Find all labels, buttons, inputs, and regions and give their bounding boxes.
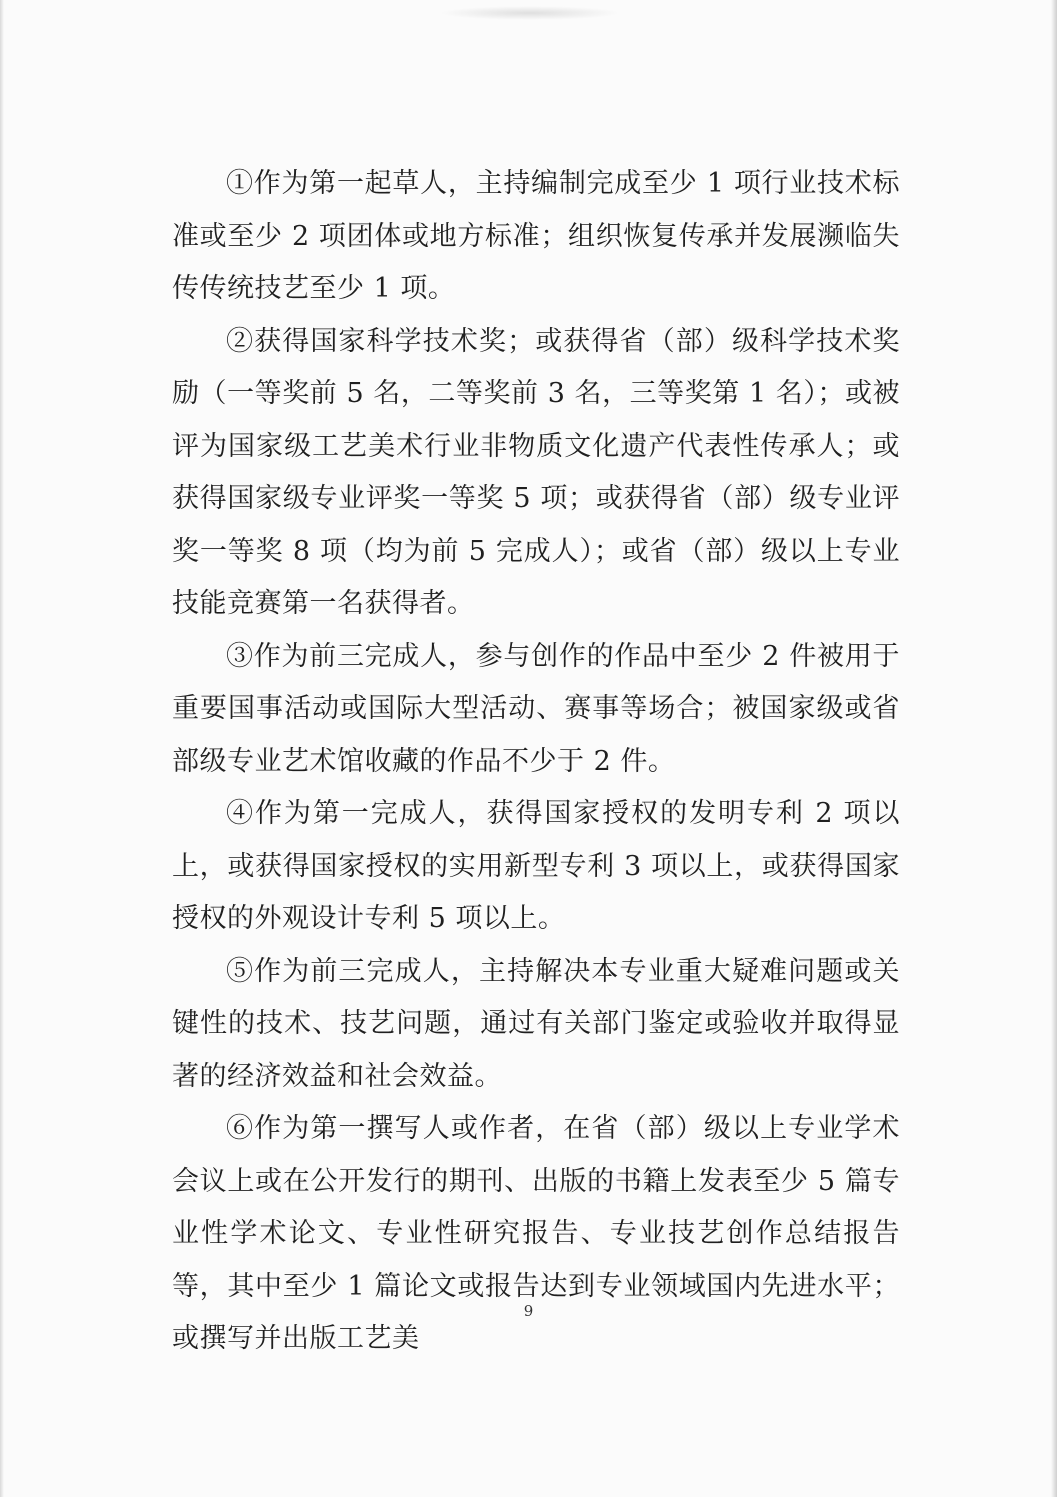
scan-edge-right bbox=[1051, 0, 1057, 1497]
page-number: 9 bbox=[523, 1302, 534, 1320]
paragraph-3: ③作为前三完成人，参与创作的作品中至少 2 件被用于重要国事活动或国际大型活动、赛事等场合；被国家级或省部级专业艺术馆收藏的作品不少于 2 件。 bbox=[172, 640, 900, 777]
paragraph-4: ④作为第一完成人，获得国家授权的发明专利 2 项以上，或获得国家授权的实用新型专利 3 项以上，或获得国家授权的外观设计专利 5 项以上。 bbox=[172, 798, 900, 934]
scan-edge-left bbox=[0, 0, 4, 1497]
paragraph-1: ①作为第一起草人，主持编制完成至少 1 项行业技术标准或至少 2 项团体或地方标准；组织恢复传承并发展濒临失传传统技艺至少 1 项。 bbox=[172, 168, 900, 304]
scan-mark-top bbox=[440, 6, 620, 20]
paragraph-2: ②获得国家科学技术奖；或获得省（部）级科学技术奖励（一等奖前 5 名，二等奖前 3 名，三等奖第 1 名）；或被评为国家级工艺美术行业非物质文化遗产代表性传承人；或获得国家级专业评奖一等奖 5 项；或获得省（部）级专业评奖一等奖 8 项（均为前 5 完成人）；或省（部）级以上专业技能竞赛第一名获得者。 bbox=[172, 325, 900, 619]
paragraph-6: ⑥作为第一撰写人或作者，在省（部）级以上专业学术会议上或在公开发行的期刊、出版的书籍上发表至少 5 篇专业性学术论文、专业性研究报告、专业技艺创作总结报告等，其中至少 1 篇论文或报告达到专业领域国内先进水平；或撰写并出版工艺美 bbox=[172, 1113, 900, 1354]
body-text bbox=[172, 158, 900, 1366]
paragraph-5: ⑤作为前三完成人，主持解决本专业重大疑难问题或关键性的技术、技艺问题，通过有关部门鉴定或验收并取得显著的经济效益和社会效益。 bbox=[172, 955, 900, 1092]
